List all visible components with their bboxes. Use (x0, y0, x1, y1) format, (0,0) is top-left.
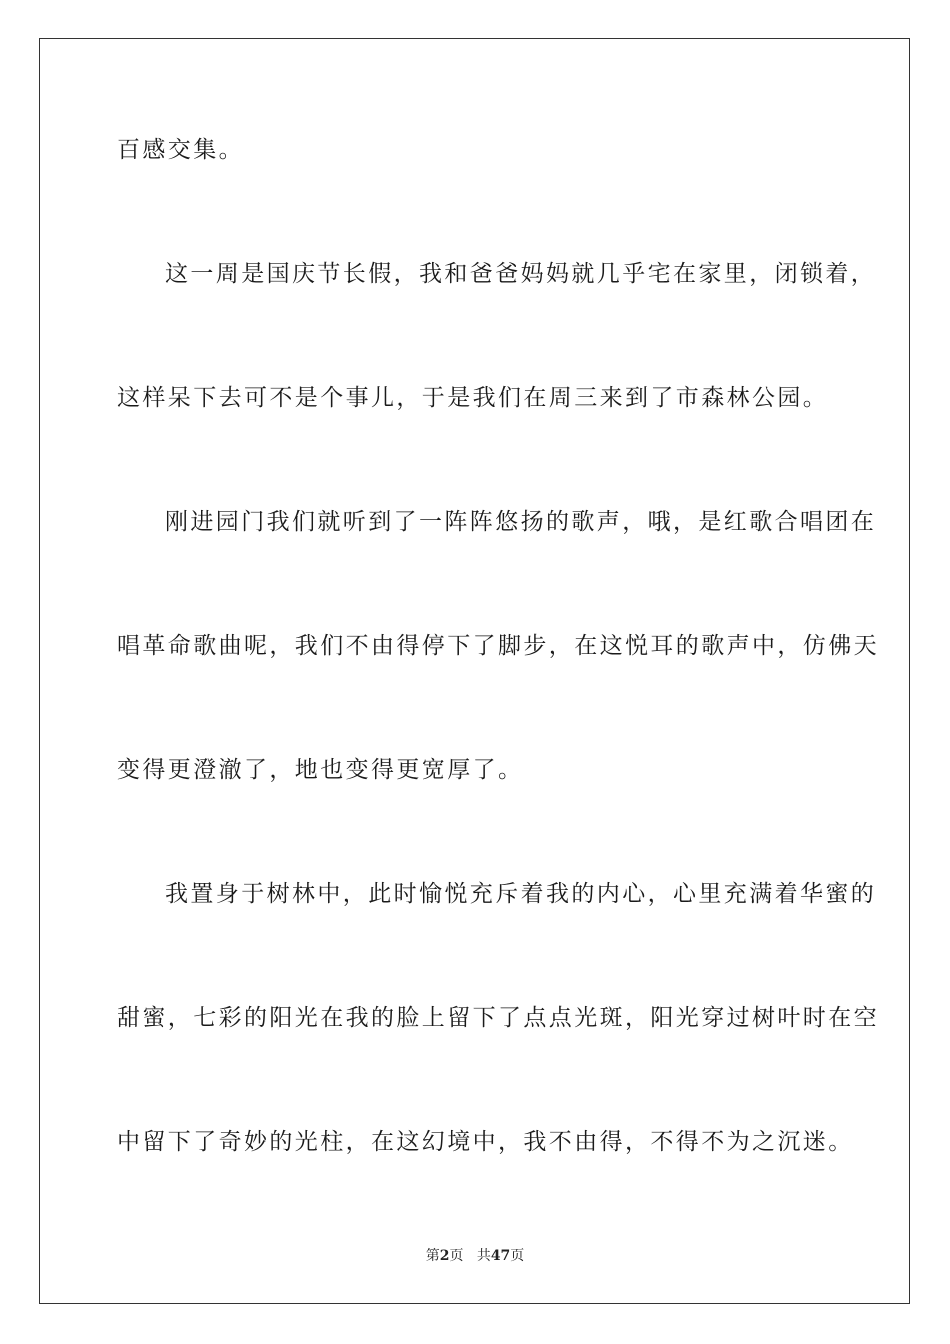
text-line: 百感交集。 (117, 137, 244, 163)
text-line: 变得更澄澈了，地也变得更宽厚了。 (117, 757, 524, 783)
total-suffix: 页 (510, 1248, 525, 1264)
page-suffix: 页 (449, 1248, 464, 1264)
text-line: 甜蜜，七彩的阳光在我的脸上留下了点点光斑，阳光穿过树叶时在空 (117, 1005, 879, 1031)
paragraph-first-line: 我置身于树林中，此时愉悦充斥着我的内心，心里充满着华蜜的 (165, 881, 877, 907)
page-prefix: 第 (425, 1248, 440, 1264)
page-footer (0, 1247, 950, 1265)
text-line: 中留下了奇妙的光柱，在这幻境中，我不由得，不得不为之沉迷。 (117, 1129, 854, 1155)
total-prefix: 共 (476, 1248, 491, 1264)
page-number: 2 (439, 1248, 450, 1264)
page-border (39, 38, 910, 1304)
text-line: 这样呆下去可不是个事儿，于是我们在周三来到了市森林公园。 (117, 385, 829, 411)
paragraph-first-line: 刚进园门我们就听到了一阵阵悠扬的歌声，哦，是红歌合唱团在 (165, 509, 877, 535)
total-pages: 47 (490, 1248, 511, 1264)
paragraph-first-line: 这一周是国庆节长假，我和爸爸妈妈就几乎宅在家里，闭锁着， (165, 261, 877, 287)
text-line: 唱革命歌曲呢，我们不由得停下了脚步，在这悦耳的歌声中，仿佛天 (117, 633, 879, 659)
